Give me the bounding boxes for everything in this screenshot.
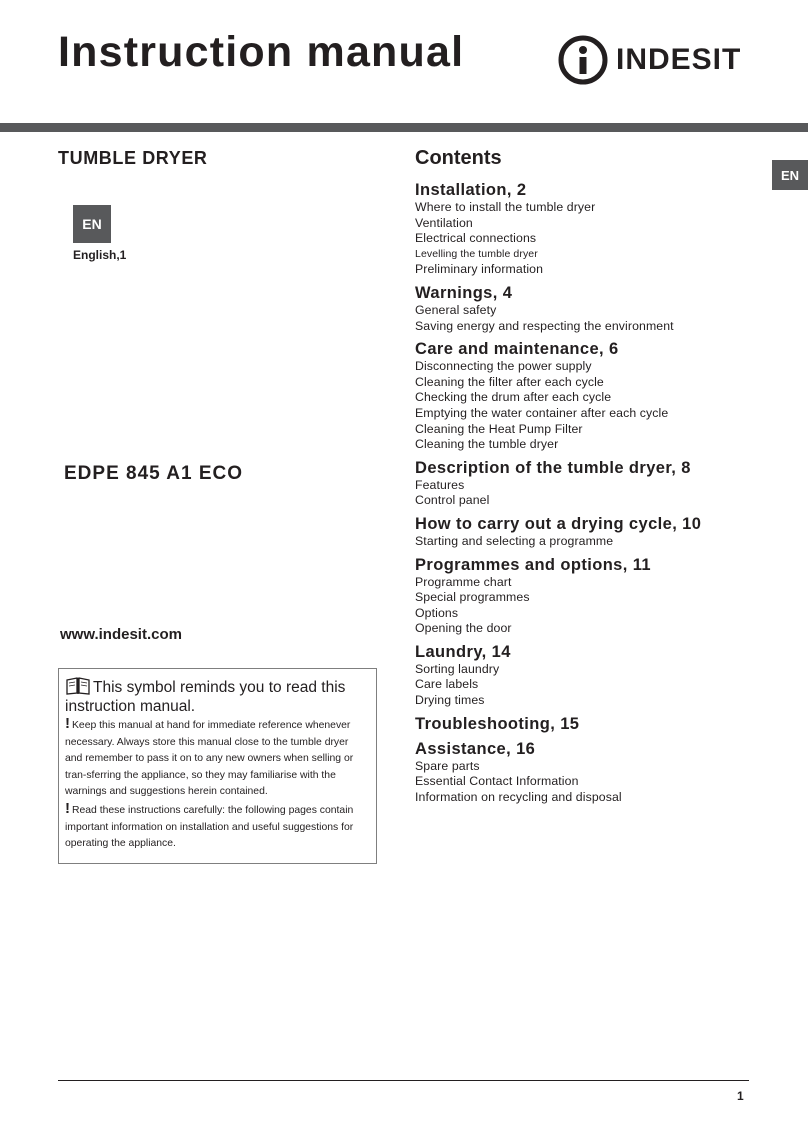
contents-title: Contents — [415, 147, 502, 169]
toc-item[interactable]: Cleaning the Heat Pump Filter — [415, 421, 583, 436]
product-type: TUMBLE DRYER — [58, 148, 208, 168]
toc-heading[interactable]: Care and maintenance, 6 — [415, 340, 619, 359]
toc-item[interactable]: Options — [415, 605, 459, 620]
toc-item[interactable]: Opening the door — [415, 621, 512, 636]
toc-item[interactable]: Emptying the water container after each cycle — [415, 405, 669, 420]
warning-icon: ! — [65, 799, 70, 817]
toc-item[interactable]: Information on recycling and disposal — [415, 789, 622, 804]
brand-logo — [556, 34, 741, 86]
toc-heading[interactable]: Description of the tumble dryer, 8 — [415, 458, 691, 477]
notice-paragraph-text: Keep this manual at hand for immediate reference whenever necessary. Always store this manual close to the tumble dryer and remember to pass it on to any new owners when selling or tran-sferring the appliance, so they may familiarise with the warnings and suggestions herein contained. — [65, 720, 354, 798]
website-link[interactable]: www.indesit.com — [60, 626, 182, 643]
toc-item[interactable]: Sorting laundry — [415, 661, 500, 676]
toc-heading[interactable]: Programmes and options, 11 — [415, 555, 651, 574]
toc-heading[interactable]: Troubleshooting, 15 — [415, 714, 580, 733]
language-side-tab: EN — [772, 160, 808, 190]
notice-paragraph — [65, 716, 368, 801]
notice-heading: This symbol reminds you to read this instruction manual. — [65, 679, 346, 715]
toc-item[interactable]: Control panel — [415, 493, 490, 508]
toc-item[interactable]: Special programmes — [415, 590, 530, 605]
brand-name: INDESIT — [616, 43, 742, 76]
header-rule — [0, 123, 808, 132]
toc-section-assistance — [415, 739, 775, 806]
toc-section-troubleshooting — [415, 714, 775, 734]
warning-icon: ! — [65, 715, 70, 732]
toc-item[interactable]: Care labels — [415, 677, 479, 692]
page-number: 1 — [737, 1089, 744, 1103]
toc-section-installation — [415, 180, 775, 278]
toc-section-warnings — [415, 283, 775, 334]
notice-paragraph-text: Read these instructions carefully: the following pages contain important information on installation and useful suggestions for operating the appliance. — [65, 804, 354, 850]
toc-item[interactable]: Where to install the tumble dryer — [415, 200, 596, 214]
toc-item[interactable]: Saving energy and respecting the environment — [415, 318, 674, 333]
language-label: English,1 — [73, 248, 127, 262]
toc-item[interactable]: Disconnecting the power supply — [415, 359, 592, 374]
toc-item[interactable]: Checking the drum after each cycle — [415, 390, 612, 405]
footer-rule — [58, 1080, 749, 1081]
toc-item[interactable]: Starting and selecting a programme — [415, 533, 614, 548]
toc-item[interactable]: Cleaning the filter after each cycle — [415, 374, 604, 389]
toc-item[interactable]: Electrical connections — [415, 231, 537, 246]
toc-item[interactable]: Spare parts — [415, 758, 480, 773]
toc-item[interactable]: Levelling the tumble dryer — [415, 247, 538, 260]
toc-item[interactable]: Features — [415, 477, 465, 492]
toc-item[interactable]: Drying times — [415, 693, 485, 708]
toc-section-programmes — [415, 555, 775, 637]
toc-heading[interactable]: Laundry, 14 — [415, 642, 511, 661]
notice-heading-row — [65, 677, 368, 716]
toc-heading[interactable]: Installation, 2 — [415, 181, 527, 199]
model-name: EDPE 845 A1 ECO — [64, 463, 244, 484]
toc-item[interactable]: Ventilation — [415, 215, 473, 230]
open-book-icon — [65, 677, 91, 695]
notice-box — [58, 668, 377, 864]
language-code-box: EN — [73, 205, 111, 243]
toc-section-care — [415, 339, 775, 453]
toc-section-description — [415, 458, 775, 509]
indesit-logo-icon — [556, 33, 610, 87]
toc-heading[interactable]: Warnings, 4 — [415, 283, 513, 302]
toc-section-drying-cycle — [415, 514, 775, 550]
toc-item[interactable]: Cleaning the tumble dryer — [415, 437, 559, 452]
toc-item[interactable]: General safety — [415, 302, 497, 317]
document-title: Instruction manual — [58, 28, 465, 76]
notice-paragraph — [65, 801, 368, 853]
toc-item[interactable]: Preliminary information — [415, 262, 544, 277]
toc-section-laundry — [415, 642, 775, 709]
table-of-contents — [415, 180, 775, 810]
toc-item[interactable]: Essential Contact Information — [415, 774, 579, 789]
toc-heading[interactable]: How to carry out a drying cycle, 10 — [415, 514, 702, 533]
toc-heading[interactable]: Assistance, 16 — [415, 739, 536, 758]
toc-item[interactable]: Programme chart — [415, 574, 512, 589]
